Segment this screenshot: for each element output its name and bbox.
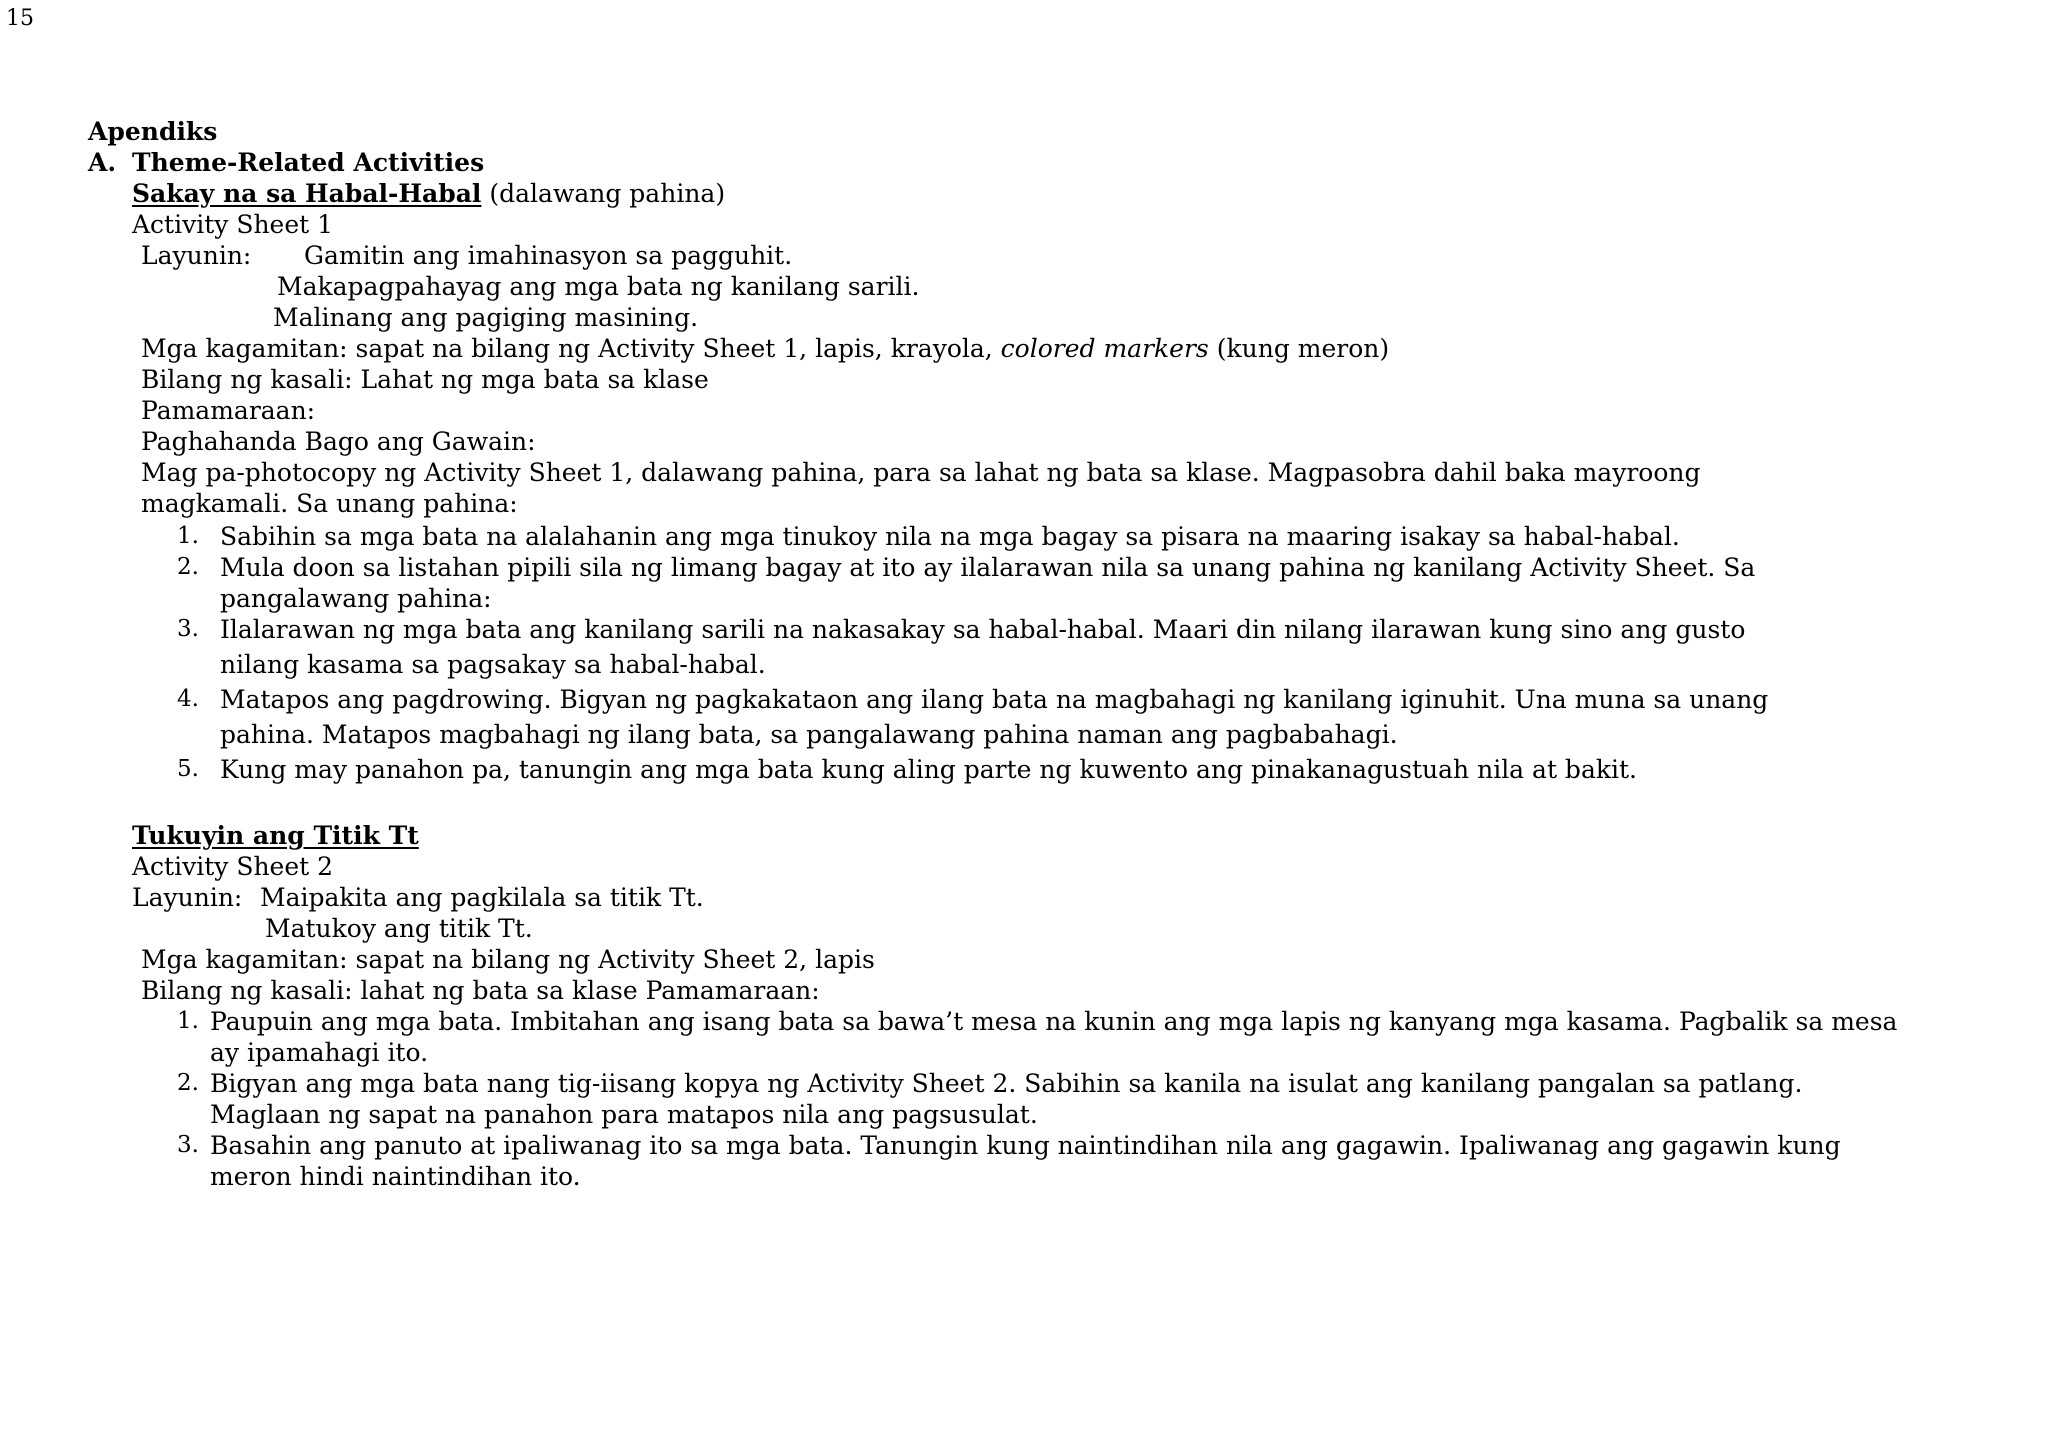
activity1-materials-suffix: (kung meron) (1208, 334, 1390, 363)
activity2-participants: Bilang ng kasali: lahat ng bata sa klase Pamamaraan: (141, 976, 820, 1005)
activity1-step-5-number: 5. (177, 756, 199, 782)
activity2-step-2-text-cont: Maglaan ng sapat na panahon para matapos nila ang pagsusulat. (210, 1100, 1038, 1129)
activity1-materials-italic: colored markers (1000, 334, 1209, 363)
activity1-sheet: Activity Sheet 1 (132, 210, 334, 239)
activity1-step-3-text-cont: nilang kasama sa pagsakay sa habal-habal. (220, 650, 766, 679)
page-number: 15 (6, 6, 34, 31)
appendix-heading: Apendiks (88, 117, 218, 146)
activity2-materials: Mga kagamitan: sapat na bilang ng Activity Sheet 2, lapis (141, 945, 875, 974)
activity2-step-1-text: Paupuin ang mga bata. Imbitahan ang isang bata sa bawa’t mesa na kunin ang mga lapis ng kanyang mga kasama. Pagbalik sa mesa (210, 1007, 1898, 1036)
activity2-step-1-text-cont: ay ipamahagi ito. (210, 1038, 429, 1067)
section-letter: A. (88, 148, 117, 177)
activity1-objective-1: Gamitin ang imahinasyon sa pagguhit. (304, 241, 793, 270)
activity1-step-4-number: 4. (177, 686, 199, 712)
activity2-step-3-text-cont: meron hindi naintindihan ito. (210, 1162, 581, 1191)
activity2-title: Tukuyin ang Titik Tt (132, 821, 419, 850)
activity2-step-2-text: Bigyan ang mga bata nang tig-iisang kopya ng Activity Sheet 2. Sabihin sa kanila na isulat ang kanilang pangalan sa patlang. (210, 1069, 1803, 1098)
activity2-layunin-label: Layunin: (132, 883, 243, 912)
section-title: Theme-Related Activities (132, 148, 485, 177)
activity2-objective-2: Matukoy ang titik Tt. (265, 914, 533, 943)
activity1-step-2-text: Mula doon sa listahan pipili sila ng limang bagay at ito ay ilalarawan nila sa unang pahina ng kanilang Activity Sheet. Sa (220, 553, 1756, 582)
activity2-step-2-number: 2. (177, 1070, 199, 1096)
activity1-step-4-text-cont: pahina. Matapos magbahagi ng ilang bata, sa pangalawang pahina naman ang pagbabahagi. (220, 720, 1398, 749)
activity1-step-2-text-cont: pangalawang pahina: (220, 584, 492, 613)
activity1-step-5-text: Kung may panahon pa, tanungin ang mga bata kung aling parte ng kuwento ang pinakanagustuah nila at bakit. (220, 755, 1637, 784)
activity1-step-1-number: 1. (177, 523, 199, 549)
activity2-sheet: Activity Sheet 2 (132, 852, 334, 881)
activity2-step-3-text: Basahin ang panuto at ipaliwanag ito sa mga bata. Tanungin kung naintindihan nila ang gagawin. Ipaliwanag ang gagawin kung (210, 1131, 1841, 1160)
activity1-step-1-text: Sabihin sa mga bata na alalahanin ang mga tinukoy nila na mga bagay sa pisara na maaring isakay sa habal-habal. (220, 522, 1680, 551)
activity1-prep-label: Paghahanda Bago ang Gawain: (141, 427, 536, 456)
activity1-materials (141, 333, 1389, 364)
activity1-title: Sakay na sa Habal-Habal (132, 179, 482, 208)
activity1-procedure-label: Pamamaraan: (141, 396, 316, 425)
activity1-objective-2: Makapagpahayag ang mga bata ng kanilang sarili. (277, 272, 920, 301)
activity1-step-3-number: 3. (177, 616, 199, 642)
activity1-step-3-text: Ilalarawan ng mga bata ang kanilang sarili na nakasakay sa habal-habal. Maari din nilang ilarawan kung sino ang gusto (220, 615, 1746, 644)
activity1-step-2-number: 2. (177, 554, 199, 580)
activity2-step-3-number: 3. (177, 1132, 199, 1158)
activity2-objective-1: Maipakita ang pagkilala sa titik Tt. (260, 883, 704, 912)
activity1-title-note: (dalawang pahina) (489, 179, 726, 208)
activity1-title-line (132, 178, 725, 209)
activity2-step-1-number: 1. (177, 1008, 199, 1034)
activity1-prep-text-1: Mag pa-photocopy ng Activity Sheet 1, dalawang pahina, para sa lahat ng bata sa klase. Magpasobra dahil baka mayroong (141, 458, 1701, 487)
activity1-prep-text-2: magkamali. Sa unang pahina: (141, 489, 518, 518)
activity1-objective-3: Malinang ang pagiging masining. (273, 303, 699, 332)
activity1-materials-prefix: Mga kagamitan: sapat na bilang ng Activity Sheet 1, lapis, krayola, (141, 334, 1001, 363)
activity1-step-4-text: Matapos ang pagdrowing. Bigyan ng pagkakataon ang ilang bata na magbahagi ng kanilang iginuhit. Una muna sa unang (220, 685, 1769, 714)
activity1-layunin-label: Layunin: (141, 241, 252, 270)
activity1-participants: Bilang ng kasali: Lahat ng mga bata sa klase (141, 365, 709, 394)
